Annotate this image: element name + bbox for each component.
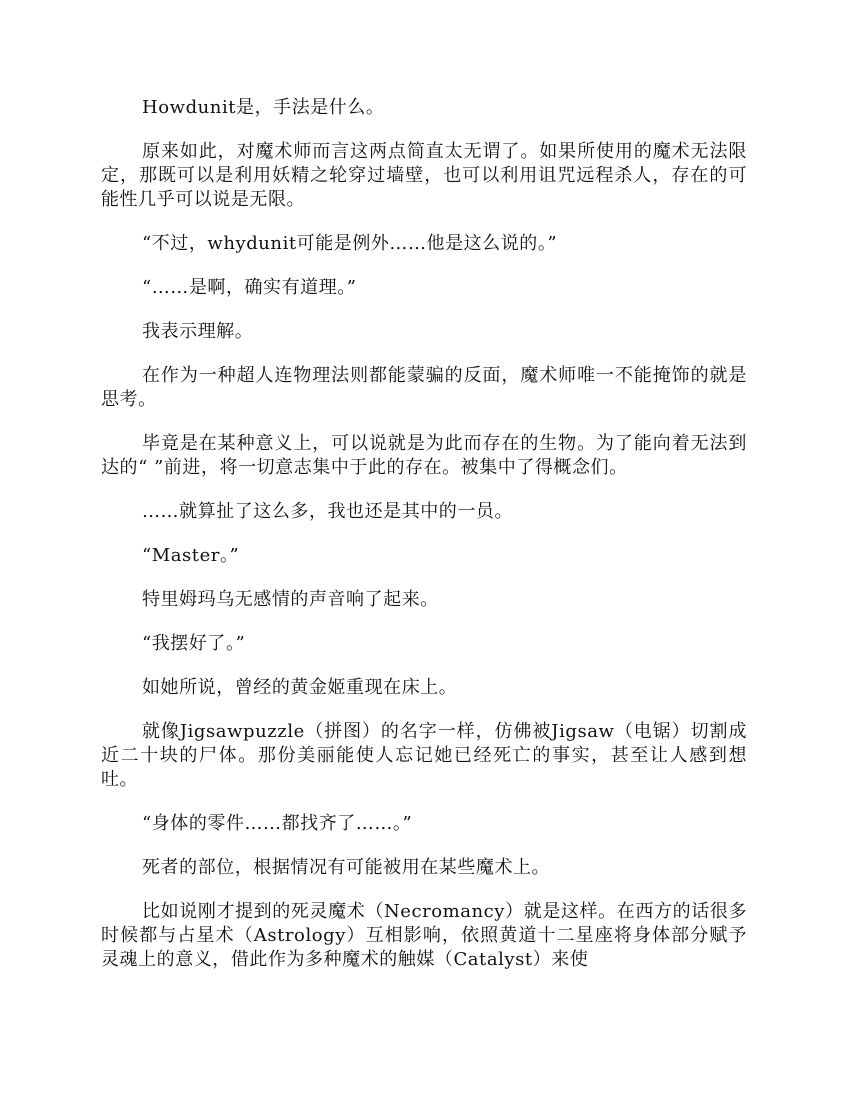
- paragraph: 原来如此，对魔术师而言这两点简直太无谓了。如果所使用的魔术无法限定，那既可以是利用妖精之轮穿过墙壁，也可以利用诅咒远程杀人，存在的可能性几乎可以说是无限。: [101, 141, 747, 210]
- paragraph: 我表示理解。: [142, 321, 254, 342]
- paragraph: “不过，whydunit可能是例外……他是这么说的。”: [142, 233, 558, 254]
- paragraph: ……就算扯了这么多，我也还是其中的一员。: [142, 501, 513, 522]
- paragraph: 特里姆玛乌无感情的声音响了起来。: [142, 589, 439, 610]
- paragraph: 比如说刚才提到的死灵魔术（Necromancy）就是这样。在西方的话很多时候都与占星术（Astrology）互相影响，依照黄道十二星座将身体部分赋予灵魂上的意义，借此作为多种魔术的触媒（Catalyst）来使: [101, 901, 747, 970]
- paragraph: 就像Jigsawpuzzle（拼图）的名字一样，仿佛被Jigsaw（电锯）切割成近二十块的尸体。那份美丽能使人忘记她已经死亡的事实，甚至让人感到想吐。: [101, 721, 747, 790]
- paragraph: 如她所说，曾经的黄金姬重现在床上。: [142, 677, 458, 698]
- paragraph: “身体的零件……都找齐了……。”: [142, 813, 413, 834]
- paragraph: “……是啊，确实有道理。”: [142, 277, 357, 298]
- paragraph: “Master。”: [142, 545, 240, 566]
- paragraph: “我摆好了。”: [142, 633, 246, 654]
- paragraph: 毕竟是在某种意义上，可以说就是为此而存在的生物。为了能向着无法到达的“ ”前进，将一切意志集中于此的存在。被集中了得概念们。: [101, 433, 747, 478]
- paragraph: 死者的部位，根据情况有可能被用在某些魔术上。: [142, 857, 551, 878]
- paragraph: 在作为一种超人连物理法则都能蒙骗的反面，魔术师唯一不能掩饰的就是思考。: [101, 365, 747, 410]
- paragraph: Howdunit是，手法是什么。: [142, 97, 385, 118]
- document-body: [101, 96, 747, 992]
